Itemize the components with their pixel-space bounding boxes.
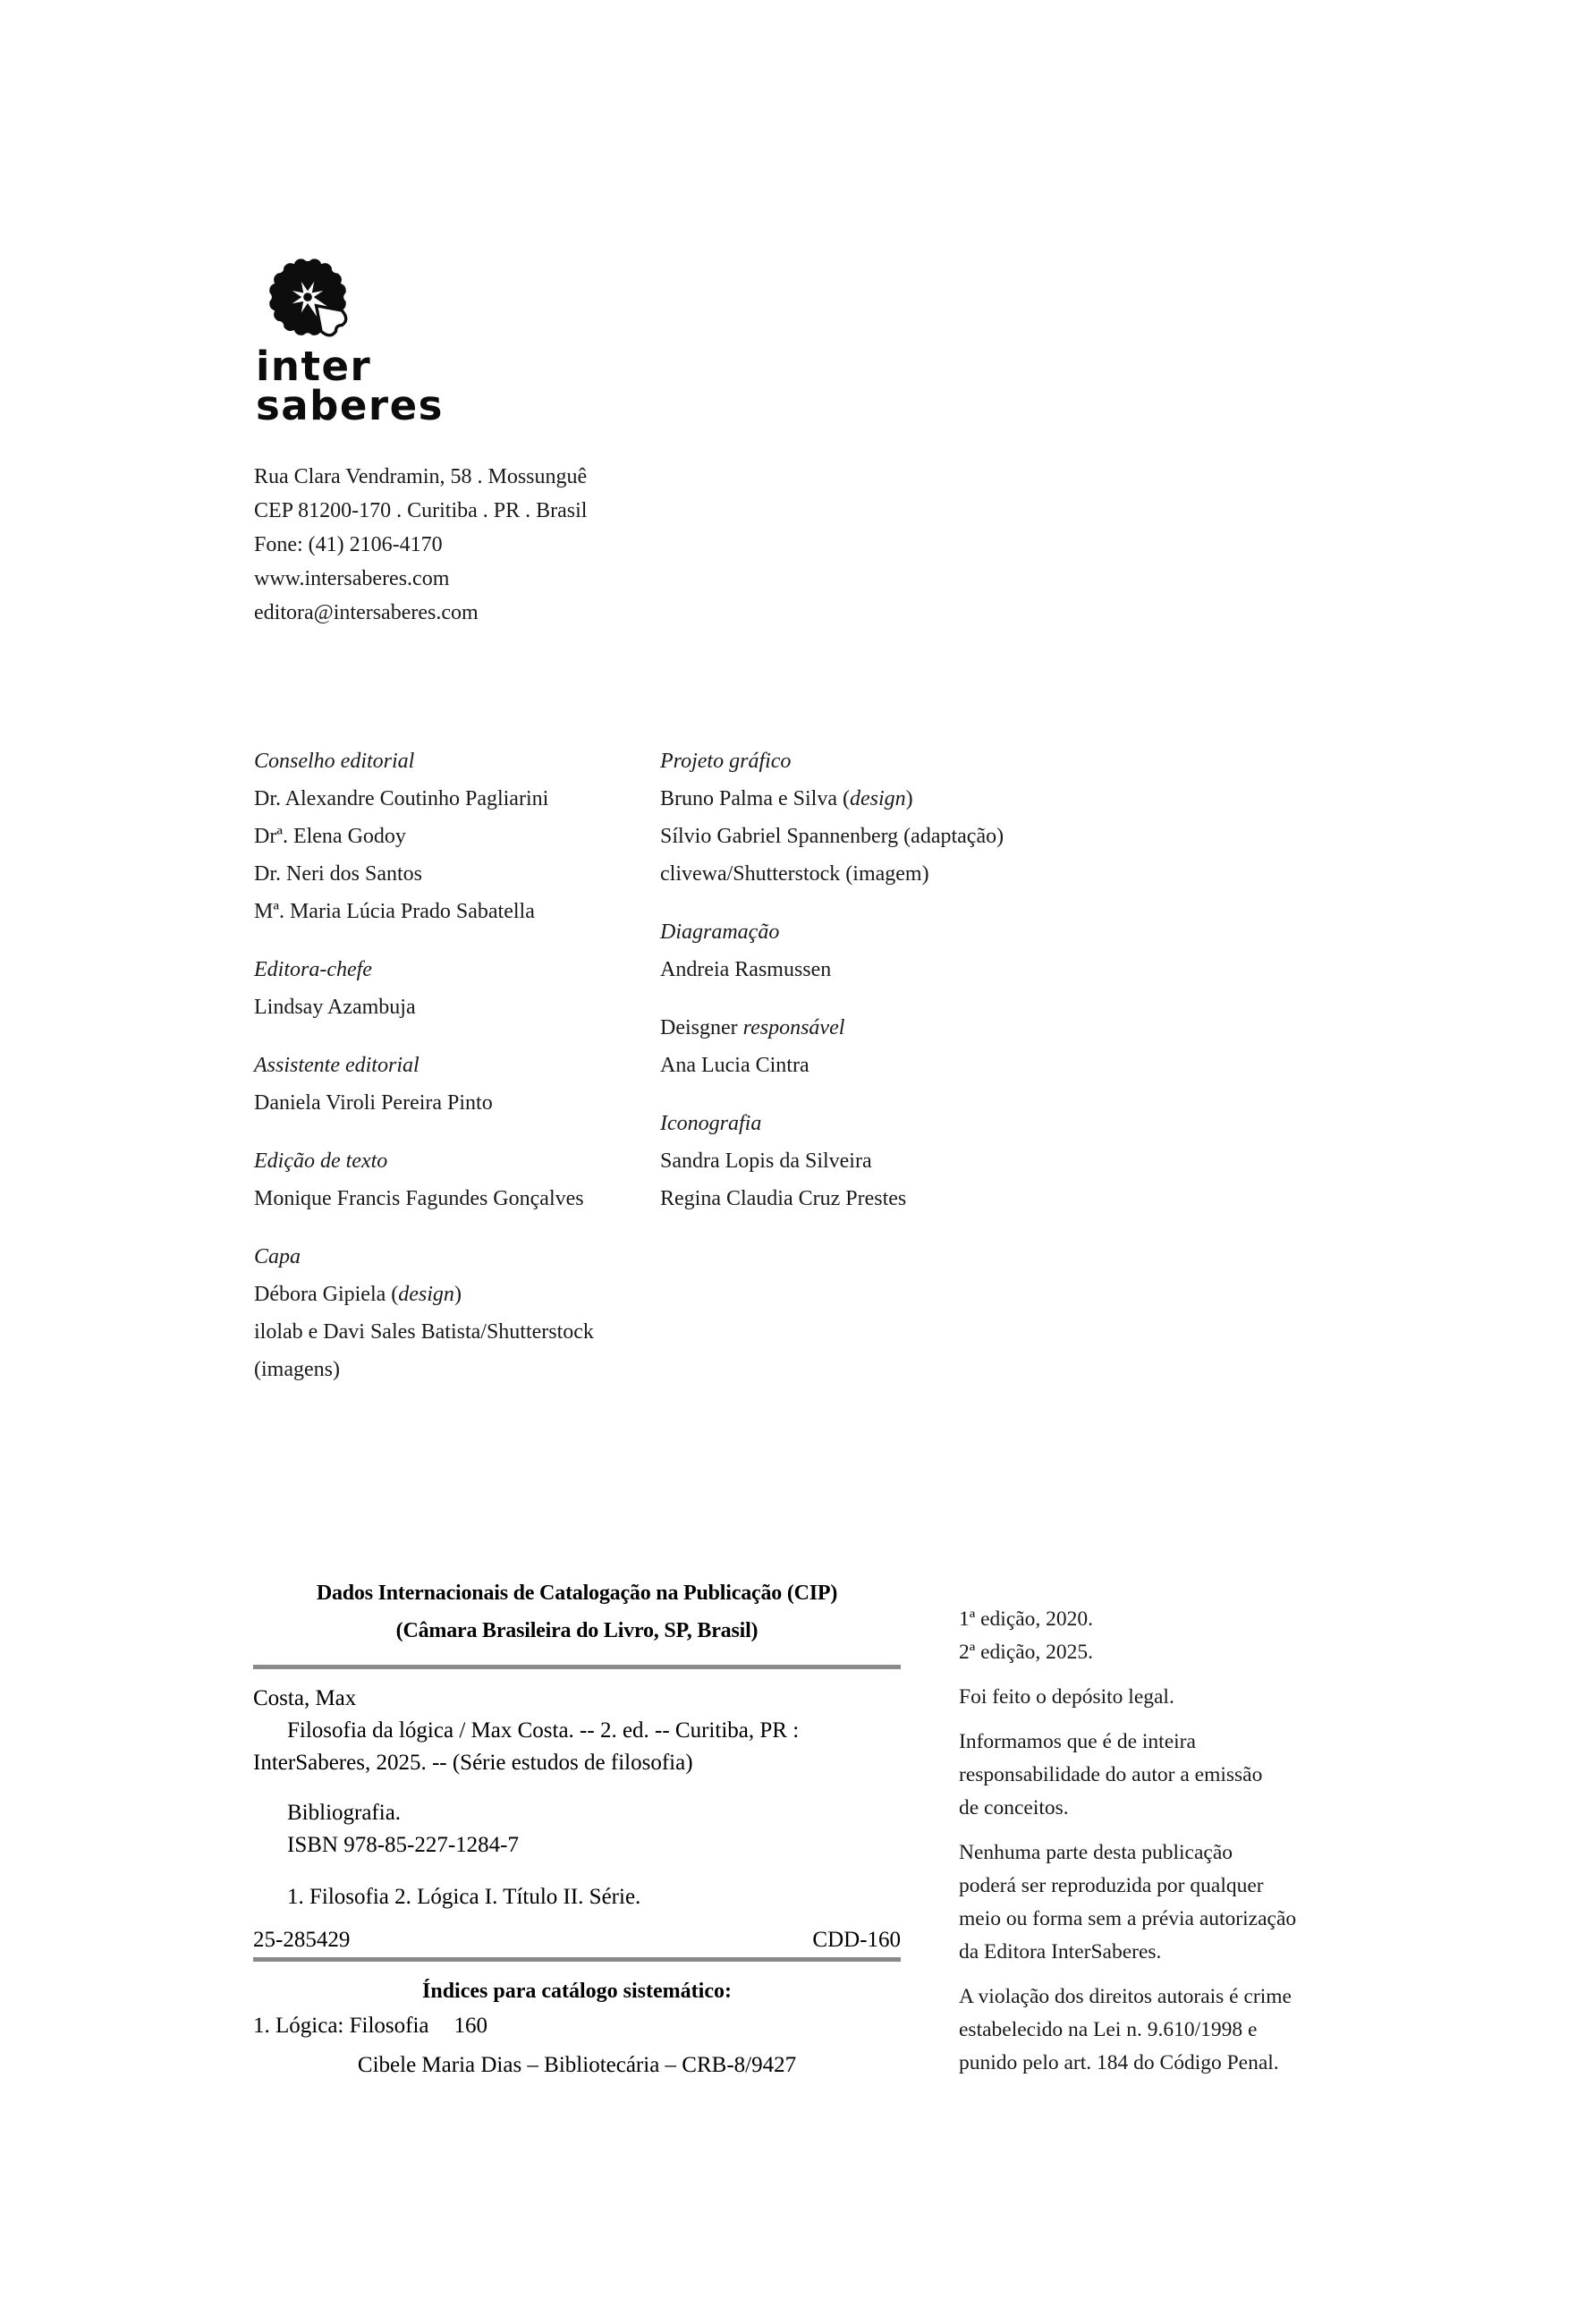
cip-entry-line: ISBN 978-85-227-1284-7 [287, 1833, 520, 1857]
cip-entry-line: 1. Filosofia 2. Lógica I. Título II. Série. [287, 1885, 641, 1909]
text-segment: Projeto gráfico [660, 750, 792, 773]
address-line: editora@intersaberes.com [254, 601, 479, 624]
credit-line [254, 1351, 660, 1388]
text-segment: Regina Claudia Cruz Prestes [660, 1187, 907, 1210]
text-segment: ) [905, 787, 913, 810]
cip-title-line1: Dados Internacionais de Catalogação na Publicação (CIP) [316, 1582, 838, 1605]
credit-line [254, 855, 660, 893]
credit-heading [254, 1047, 660, 1084]
legal-paragraph [959, 1726, 1349, 1825]
cip-catalog-box [253, 1574, 901, 2082]
cip-entry [253, 1683, 901, 1913]
credit-line [254, 988, 660, 1026]
text-segment: Conselho editorial [254, 750, 415, 773]
credit-heading [254, 742, 660, 780]
text-segment: Dr. Alexandre Coutinho Pagliarini [254, 787, 549, 810]
cip-bottom-rule [253, 1957, 901, 1962]
credit-heading [254, 951, 660, 988]
legal-line: de conceitos. [959, 1796, 1069, 1819]
publisher-address [254, 460, 587, 630]
cip-title-line2: (Câmara Brasileira do Livro, SP, Brasil) [395, 1619, 759, 1642]
intersaberes-flower-logo-icon [256, 245, 360, 354]
text-segment: (imagens) [254, 1358, 340, 1381]
text-segment: Drª. Elena Godoy [254, 825, 406, 848]
credit-line [254, 1084, 660, 1122]
legal-line: responsabilidade do autor a emissão [959, 1763, 1263, 1786]
credit-group [254, 1047, 660, 1122]
legal-paragraph [959, 1681, 1349, 1714]
cip-index-code: 160 [453, 2014, 487, 2038]
text-segment: design [849, 787, 906, 810]
address-line: Rua Clara Vendramin, 58 . Mossunguê [254, 465, 588, 488]
text-segment: design [398, 1283, 454, 1306]
legal-line: meio ou forma sem a prévia autorização [959, 1907, 1297, 1930]
cip-cdd-code: CDD-160 [812, 1928, 901, 1952]
credit-group [660, 1105, 1004, 1217]
logo-wordmark [256, 343, 444, 429]
text-segment: Débora Gipiela ( [254, 1283, 399, 1306]
text-segment: Andreia Rasmussen [660, 958, 832, 981]
credit-line [254, 1313, 660, 1351]
text-segment: Dr. Neri dos Santos [254, 862, 422, 886]
text-segment: ilolab e Davi Sales Batista/Shutterstock [254, 1320, 594, 1344]
credit-line [660, 818, 1004, 855]
credit-heading [660, 742, 1004, 780]
credit-group [660, 1009, 1004, 1084]
text-segment: Editora-chefe [254, 958, 372, 981]
legal-line: estabelecido na Lei n. 9.610/1998 e [959, 2018, 1258, 2041]
address-line: Fone: (41) 2106-4170 [254, 533, 443, 556]
credit-line [254, 818, 660, 855]
credit-heading [660, 913, 1004, 951]
publisher-logo [256, 245, 444, 429]
text-segment: Deisgner [660, 1016, 743, 1039]
text-segment: Sílvio Gabriel Spannenberg (adaptação) [660, 825, 1004, 848]
text-segment: ) [453, 1283, 462, 1306]
legal-line: punido pelo art. 184 do Código Penal. [959, 2051, 1279, 2074]
credit-line [660, 855, 1004, 893]
cip-index-label: 1. Lógica: Filosofia [253, 2014, 429, 2038]
credits-section [254, 742, 1004, 1388]
credit-heading [660, 1105, 1004, 1142]
text-segment: Diagramação [660, 920, 780, 944]
text-segment: Capa [254, 1245, 301, 1268]
cip-codes-row [253, 1924, 901, 1956]
text-segment: Assistente editorial [254, 1054, 420, 1077]
text-segment: clivewa/Shutterstock (imagem) [660, 862, 929, 886]
text-segment: Bruno Palma e Silva ( [660, 787, 850, 810]
legal-paragraph [959, 1980, 1349, 2080]
credit-heading [660, 1009, 1004, 1047]
cip-top-rule [253, 1665, 901, 1669]
credit-line [660, 780, 1004, 818]
text-segment: Iconografia [660, 1112, 762, 1135]
legal-line: 2ª edição, 2025. [959, 1641, 1094, 1664]
legal-line: Informamos que é de inteira [959, 1730, 1196, 1753]
credit-group [254, 742, 660, 930]
logo-word-saberes: saberes [256, 382, 444, 429]
cip-indices-title: Índices para catálogo sistemático: [422, 1980, 732, 2003]
edition-legal-notes [959, 1603, 1349, 2080]
legal-line: A violação dos direitos autorais é crime [959, 1985, 1292, 2008]
legal-paragraph [959, 1603, 1349, 1669]
credit-line [254, 1276, 660, 1313]
credits-left-column [254, 742, 660, 1388]
credit-heading [254, 1238, 660, 1276]
credit-group [660, 913, 1004, 988]
text-segment: Monique Francis Fagundes Gonçalves [254, 1187, 584, 1210]
credit-group [254, 951, 660, 1026]
credit-line [660, 1180, 1004, 1217]
text-segment: responsável [742, 1016, 845, 1039]
legal-line: Nenhuma parte desta publicação [959, 1841, 1233, 1864]
credit-group [660, 742, 1004, 893]
logo-word-inter: inter [256, 343, 372, 390]
text-segment: Edição de texto [254, 1149, 388, 1173]
legal-line: poderá ser reproduzida por qualquer [959, 1874, 1264, 1897]
text-segment: Mª. Maria Lúcia Prado Sabatella [254, 900, 535, 923]
text-segment: Ana Lucia Cintra [660, 1054, 809, 1077]
legal-line: Foi feito o depósito legal. [959, 1685, 1174, 1709]
address-line: www.intersaberes.com [254, 567, 450, 590]
cip-entry-line: InterSaberes, 2025. -- (Série estudos de filosofia) [253, 1751, 693, 1775]
credit-group [254, 1142, 660, 1217]
legal-paragraph [959, 1836, 1349, 1969]
text-segment: Daniela Viroli Pereira Pinto [254, 1091, 493, 1115]
credit-line [660, 1142, 1004, 1180]
legal-line: da Editora InterSaberes. [959, 1940, 1162, 1964]
credit-line [254, 893, 660, 930]
cip-entry-line: Filosofia da lógica / Max Costa. -- 2. ed. -- Curitiba, PR : [287, 1718, 800, 1743]
text-segment: Lindsay Azambuja [254, 996, 416, 1019]
credit-line [660, 951, 1004, 988]
cip-librarian-line: Cibele Maria Dias – Bibliotecária – CRB-8/9427 [357, 2053, 797, 2077]
cip-index-entry [253, 2010, 901, 2042]
credit-line [254, 1180, 660, 1217]
credit-line [660, 1047, 1004, 1084]
cip-entry-line: Costa, Max [253, 1686, 357, 1710]
credits-right-column [660, 742, 1004, 1388]
legal-line: 1ª edição, 2020. [959, 1607, 1094, 1631]
credit-line [254, 780, 660, 818]
text-segment: Sandra Lopis da Silveira [660, 1149, 872, 1173]
address-line: CEP 81200-170 . Curitiba . PR . Brasil [254, 499, 588, 522]
cip-record-number: 25-285429 [253, 1928, 351, 1952]
credit-group [254, 1238, 660, 1388]
credit-heading [254, 1142, 660, 1180]
cip-entry-line: Bibliografia. [287, 1801, 402, 1825]
